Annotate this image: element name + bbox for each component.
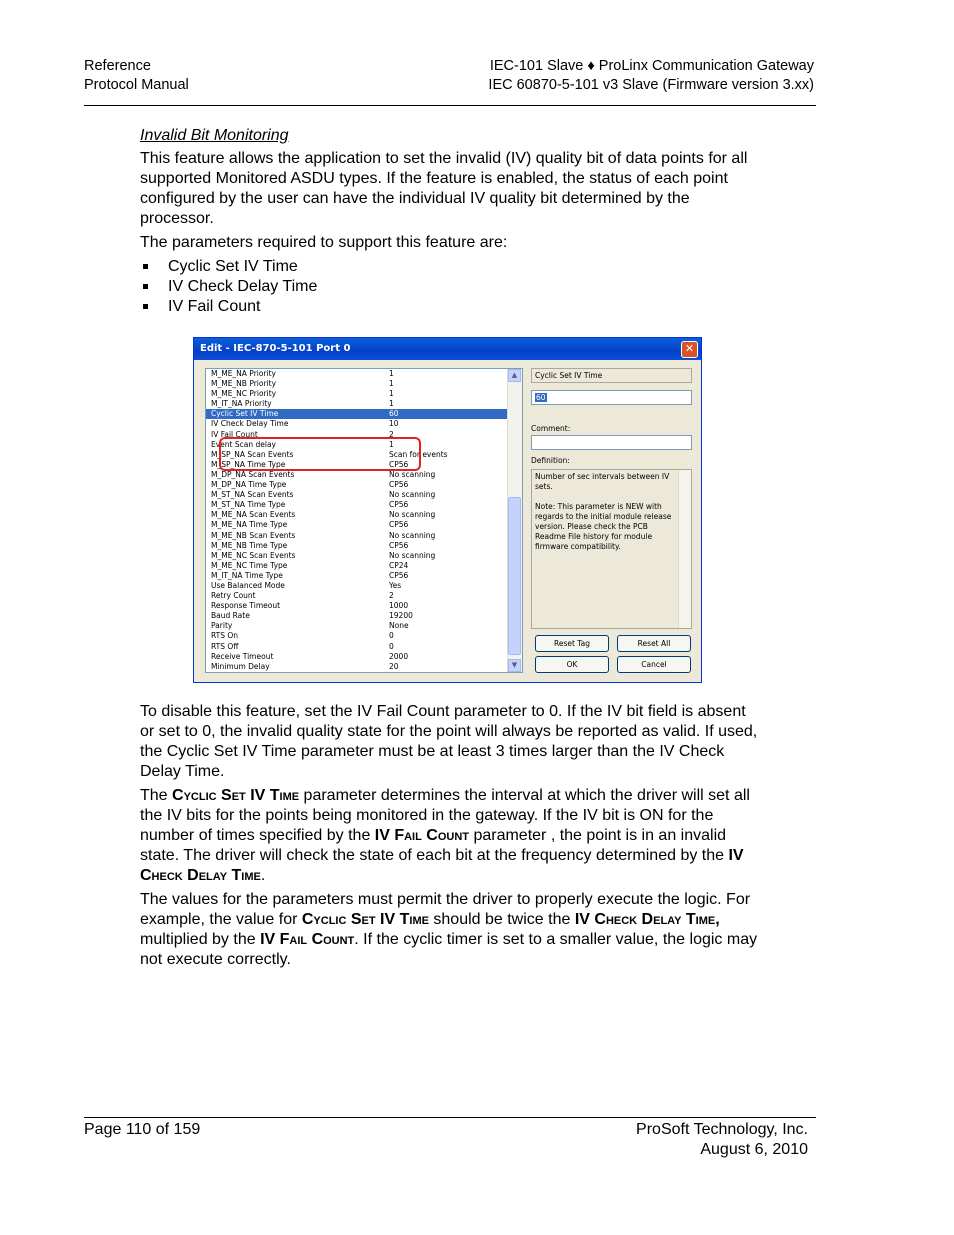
page-number: Page 110 of 159 bbox=[84, 1121, 201, 1138]
row-param-name: M_ME_NB Priority bbox=[211, 379, 277, 389]
row-param-name: M_ME_NB Scan Events bbox=[211, 530, 296, 540]
footer-divider bbox=[84, 1117, 816, 1118]
param-name-field: Cyclic Set IV Time bbox=[531, 368, 692, 383]
header-manual: Protocol Manual bbox=[84, 77, 189, 93]
table-row[interactable] bbox=[206, 551, 522, 561]
row-param-name: IV Fail Count bbox=[211, 429, 258, 439]
row-param-name: M_ME_NC Priority bbox=[211, 389, 277, 399]
list-item: IV Fail Count bbox=[140, 297, 760, 317]
scroll-up-icon[interactable]: ▲ bbox=[508, 369, 521, 382]
row-param-name: Event Scan delay bbox=[211, 439, 276, 449]
close-icon[interactable]: ✕ bbox=[681, 341, 698, 358]
header-version: IEC 60870-5-101 v3 Slave (Firmware version 3.xx) bbox=[488, 77, 814, 93]
definition-text: Number of sec intervals between IV sets. bbox=[535, 472, 670, 491]
definition-label: Definition: bbox=[531, 456, 570, 465]
table-row[interactable] bbox=[206, 611, 522, 621]
row-param-value: 2 bbox=[389, 591, 394, 601]
row-param-name: M_SP_NA Scan Events bbox=[211, 449, 294, 459]
table-row[interactable] bbox=[206, 631, 522, 641]
row-param-name: M_DP_NA Scan Events bbox=[211, 469, 295, 479]
row-param-value: No scanning bbox=[389, 550, 436, 560]
row-param-name: M_ME_NA Time Type bbox=[211, 520, 288, 530]
row-param-name: M_ME_NB Time Type bbox=[211, 540, 288, 550]
text-run: should be twice the bbox=[428, 911, 575, 928]
term-iv-check-delay-time: IV Check Delay Time bbox=[140, 847, 744, 884]
row-param-value: None bbox=[389, 621, 409, 631]
definition-box bbox=[531, 469, 692, 629]
list-item: IV Check Delay Time bbox=[140, 277, 760, 297]
row-param-value: CP56 bbox=[389, 500, 409, 510]
footer-right bbox=[636, 1120, 808, 1160]
row-param-value: 0 bbox=[389, 641, 394, 651]
term-cyclic-set-iv-time: Cyclic Set IV Time bbox=[172, 787, 300, 804]
row-param-value: 1000 bbox=[389, 601, 409, 611]
table-row[interactable] bbox=[206, 490, 522, 500]
params-lead: The parameters required to support this feature are: bbox=[140, 234, 508, 251]
row-param-value: CP24 bbox=[389, 560, 409, 570]
row-param-name: Retry Count bbox=[211, 591, 256, 601]
comment-label: Comment: bbox=[531, 424, 571, 433]
list-scrollbar[interactable] bbox=[507, 369, 522, 672]
row-param-value: 1 bbox=[389, 389, 394, 399]
row-param-name: Baud Rate bbox=[211, 611, 250, 621]
table-row[interactable] bbox=[206, 470, 522, 480]
row-param-name: M_ME_NA Scan Events bbox=[211, 510, 296, 520]
table-row[interactable] bbox=[206, 510, 522, 520]
row-param-name: M_DP_NA Time Type bbox=[211, 480, 287, 490]
table-row[interactable] bbox=[206, 591, 522, 601]
text-run: The bbox=[140, 787, 173, 804]
text-run: parameter , the point is in an invalid state. The driver will check the state of each bit at the frequency determined by the bbox=[140, 827, 729, 864]
ok-button[interactable]: OK bbox=[535, 656, 609, 673]
table-row[interactable] bbox=[206, 541, 522, 551]
table-row[interactable] bbox=[206, 561, 522, 571]
values-paragraph bbox=[140, 890, 760, 970]
row-param-value: 1 bbox=[389, 379, 394, 389]
row-param-value: CP56 bbox=[389, 540, 409, 550]
row-param-value: 19200 bbox=[389, 611, 413, 621]
reset-tag-button[interactable]: Reset Tag bbox=[535, 635, 609, 652]
row-param-name: M_ME_NC Time Type bbox=[211, 560, 288, 570]
table-row[interactable] bbox=[206, 601, 522, 611]
row-param-value: 20 bbox=[389, 661, 399, 671]
text-run: parameter determines the interval at which the driver will set all the IV bits for the points being monitored in the gateway. If the IV bit is ON for the number of times specified by the bbox=[140, 787, 750, 844]
term-iv-check-delay-time: IV Check Delay Time, bbox=[574, 911, 720, 928]
row-param-value: Yes bbox=[389, 580, 402, 590]
row-param-name: M_IT_NA Time Type bbox=[211, 570, 283, 580]
header-chapter: Reference bbox=[84, 58, 151, 74]
term-cyclic-set-iv-time: Cyclic Set IV Time bbox=[301, 911, 429, 928]
parameter-rows bbox=[206, 369, 522, 672]
text-run: . bbox=[260, 867, 266, 884]
table-row[interactable] bbox=[206, 480, 522, 490]
cancel-button[interactable]: Cancel bbox=[617, 656, 691, 673]
intro-paragraph: This feature allows the application to set the invalid (IV) quality bit of data points for all supported Monitored ASDU types. If the feature is enabled, the status of each point configured by the user can have the individual IV quality bit determined by the processor. bbox=[140, 150, 748, 227]
term-iv-fail-count: IV Fail Count bbox=[260, 931, 355, 948]
row-param-value: Scan for events bbox=[389, 449, 448, 459]
row-param-name: Use Balanced Mode bbox=[211, 580, 285, 590]
value-input[interactable] bbox=[531, 390, 692, 405]
row-param-value: 10 bbox=[389, 419, 399, 429]
section-heading: Invalid Bit Monitoring bbox=[140, 127, 289, 144]
table-row[interactable] bbox=[206, 531, 522, 541]
reset-all-button[interactable]: Reset All bbox=[617, 635, 691, 652]
table-row[interactable] bbox=[206, 652, 522, 662]
row-param-name: M_ME_NC Scan Events bbox=[211, 550, 296, 560]
table-row[interactable] bbox=[206, 642, 522, 652]
definition-note: Note: This parameter is NEW with regards to the initial module release version. Please check the PCB Readme File history for module firmware compatibility. bbox=[535, 502, 672, 551]
table-row[interactable] bbox=[206, 389, 522, 399]
row-param-value: No scanning bbox=[389, 469, 436, 479]
row-param-value: 2000 bbox=[389, 651, 409, 661]
table-row[interactable] bbox=[206, 571, 522, 581]
header-divider bbox=[84, 105, 816, 106]
parameter-list-box[interactable] bbox=[205, 368, 523, 673]
cyclic-paragraph bbox=[140, 786, 760, 886]
footer-date: August 6, 2010 bbox=[700, 1141, 808, 1158]
row-param-value: No scanning bbox=[389, 490, 436, 500]
scroll-thumb[interactable] bbox=[508, 497, 521, 655]
table-row[interactable] bbox=[206, 369, 522, 379]
table-row[interactable] bbox=[206, 409, 522, 419]
row-param-value: CP56 bbox=[389, 520, 409, 530]
table-row[interactable] bbox=[206, 662, 522, 672]
row-param-value: CP56 bbox=[389, 459, 409, 469]
row-param-name: Cyclic Set IV Time bbox=[211, 409, 279, 419]
table-row[interactable] bbox=[206, 379, 522, 389]
section-explanation bbox=[140, 702, 760, 974]
row-param-value: CP56 bbox=[389, 570, 409, 580]
row-param-value: 2 bbox=[389, 429, 394, 439]
table-row[interactable] bbox=[206, 581, 522, 591]
comment-input[interactable] bbox=[531, 435, 692, 450]
row-param-name: M_SP_NA Time Type bbox=[211, 459, 286, 469]
edit-dialog-screenshot bbox=[193, 337, 702, 683]
running-header-left bbox=[84, 57, 189, 95]
text-run: . If the cyclic timer is set to a smaller value, the logic may not execute correctly. bbox=[140, 931, 758, 968]
table-row[interactable] bbox=[206, 621, 522, 631]
row-param-value: 60 bbox=[389, 409, 399, 419]
scroll-down-icon[interactable]: ▼ bbox=[508, 659, 521, 672]
row-param-name: M_IT_NA Priority bbox=[211, 399, 272, 409]
row-param-value: 0 bbox=[389, 631, 394, 641]
row-param-name: M_ST_NA Scan Events bbox=[211, 490, 294, 500]
running-header-right bbox=[488, 57, 814, 95]
row-param-name: IV Check Delay Time bbox=[211, 419, 289, 429]
term-iv-fail-count: IV Fail Count bbox=[374, 827, 469, 844]
row-param-value: 1 bbox=[389, 439, 394, 449]
list-item: Cyclic Set IV Time bbox=[140, 257, 760, 277]
row-param-value: No scanning bbox=[389, 510, 436, 520]
text-run: The values for the parameters must permit the driver to properly execute the logic. For example, the value for bbox=[140, 891, 751, 928]
dialog-title: Edit - IEC-870-5-101 Port 0 bbox=[194, 338, 701, 360]
row-param-name: Parity bbox=[211, 621, 233, 631]
parameter-list bbox=[140, 257, 760, 317]
row-param-name: M_ME_NA Priority bbox=[211, 369, 276, 378]
disable-paragraph: To disable this feature, set the IV Fail Count parameter to 0. If the IV bit field is absent or set to 0, the invalid quality state for the point will always be reported as valid. If used, the Cyclic Set IV Time parameter must be at least 3 times larger than the IV Check Delay Time. bbox=[140, 703, 758, 780]
row-param-value: CP56 bbox=[389, 480, 409, 490]
row-param-name: RTS Off bbox=[211, 641, 239, 651]
header-product: IEC-101 Slave ♦ ProLinx Communication Gateway bbox=[489, 58, 814, 74]
table-row[interactable] bbox=[206, 399, 522, 409]
table-row[interactable] bbox=[206, 520, 522, 530]
value-text: 60 bbox=[536, 393, 546, 402]
section-invalid-bit bbox=[140, 126, 760, 317]
row-param-name: Receive Timeout bbox=[211, 651, 274, 661]
row-param-name: Minimum Delay bbox=[211, 661, 270, 671]
definition-scrollbar[interactable] bbox=[678, 470, 691, 628]
row-param-name: RTS On bbox=[211, 631, 239, 641]
row-param-value: 1 bbox=[389, 399, 394, 409]
highlight-annotation bbox=[219, 437, 421, 471]
row-param-name: M_ST_NA Time Type bbox=[211, 500, 286, 510]
row-param-name: Response Timeout bbox=[211, 601, 281, 611]
footer-company: ProSoft Technology, Inc. bbox=[636, 1121, 808, 1138]
row-param-value: No scanning bbox=[389, 530, 436, 540]
table-row[interactable] bbox=[206, 419, 522, 429]
row-param-value: 1 bbox=[389, 369, 394, 378]
table-row[interactable] bbox=[206, 500, 522, 510]
text-run: multiplied by the bbox=[140, 931, 261, 948]
